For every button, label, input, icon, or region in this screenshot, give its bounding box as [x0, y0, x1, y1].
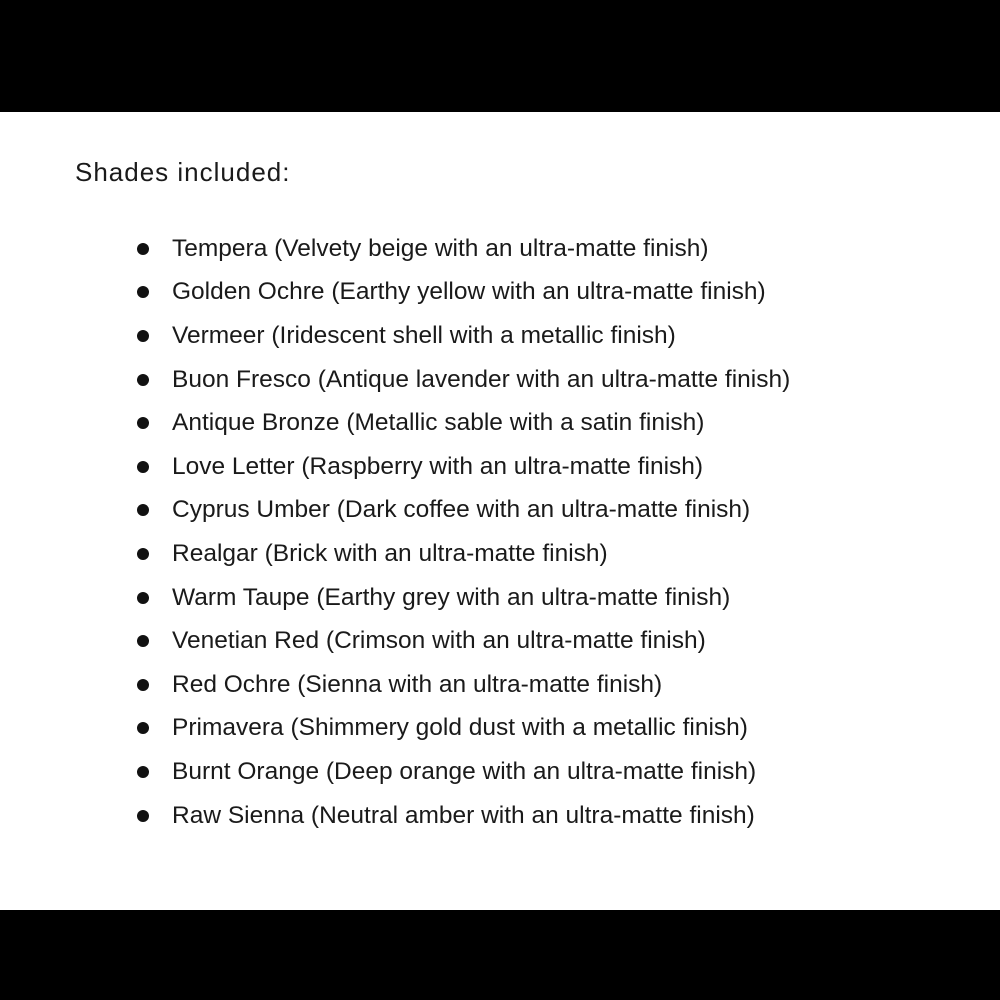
shade-description: Primavera (Shimmery gold dust with a metallic finish) — [172, 714, 748, 742]
bullet-icon — [137, 417, 149, 429]
list-item — [0, 532, 1000, 576]
top-letterbox-bar — [0, 0, 1000, 112]
shade-description: Realgar (Brick with an ultra-matte finish) — [172, 539, 608, 567]
list-item — [0, 576, 1000, 620]
bullet-icon — [137, 286, 149, 298]
bullet-icon — [137, 592, 149, 604]
list-item — [0, 358, 1000, 402]
list-item — [0, 401, 1000, 445]
list-item — [0, 663, 1000, 707]
bullet-icon — [137, 548, 149, 560]
bullet-icon — [137, 679, 149, 691]
list-item — [0, 227, 1000, 271]
bullet-icon — [137, 722, 149, 734]
bullet-icon — [137, 374, 149, 386]
list-item — [0, 271, 1000, 315]
list-item — [0, 314, 1000, 358]
shade-description: Antique Bronze (Metallic sable with a satin finish) — [172, 409, 705, 437]
shade-description: Burnt Orange (Deep orange with an ultra-matte finish) — [172, 757, 757, 785]
shade-description: Vermeer (Iridescent shell with a metallic finish) — [172, 321, 676, 349]
shades-list — [0, 227, 1000, 837]
shade-description: Love Letter (Raspberry with an ultra-matte finish) — [172, 452, 704, 480]
shade-description: Raw Sienna (Neutral amber with an ultra-matte finish) — [172, 801, 755, 829]
bullet-icon — [137, 635, 149, 647]
shade-description: Warm Taupe (Earthy grey with an ultra-matte finish) — [172, 583, 731, 611]
bullet-icon — [137, 766, 149, 778]
shade-description: Tempera (Velvety beige with an ultra-matte finish) — [172, 234, 709, 262]
shade-description: Buon Fresco (Antique lavender with an ultra-matte finish) — [172, 365, 791, 393]
bullet-icon — [137, 461, 149, 473]
list-item — [0, 619, 1000, 663]
bullet-icon — [137, 810, 149, 822]
list-item — [0, 750, 1000, 794]
document-content — [0, 112, 1000, 910]
list-item — [0, 445, 1000, 489]
section-heading: Shades included: — [75, 157, 291, 187]
shade-description: Golden Ochre (Earthy yellow with an ultra-matte finish) — [172, 278, 766, 306]
shade-description: Venetian Red (Crimson with an ultra-matte finish) — [172, 627, 706, 655]
list-item — [0, 707, 1000, 751]
bottom-letterbox-bar — [0, 910, 1000, 1000]
shade-description: Cyprus Umber (Dark coffee with an ultra-matte finish) — [172, 496, 751, 524]
list-item — [0, 489, 1000, 533]
shade-description: Red Ochre (Sienna with an ultra-matte finish) — [172, 670, 663, 698]
list-item — [0, 794, 1000, 838]
bullet-icon — [137, 330, 149, 342]
bullet-icon — [137, 504, 149, 516]
bullet-icon — [137, 243, 149, 255]
